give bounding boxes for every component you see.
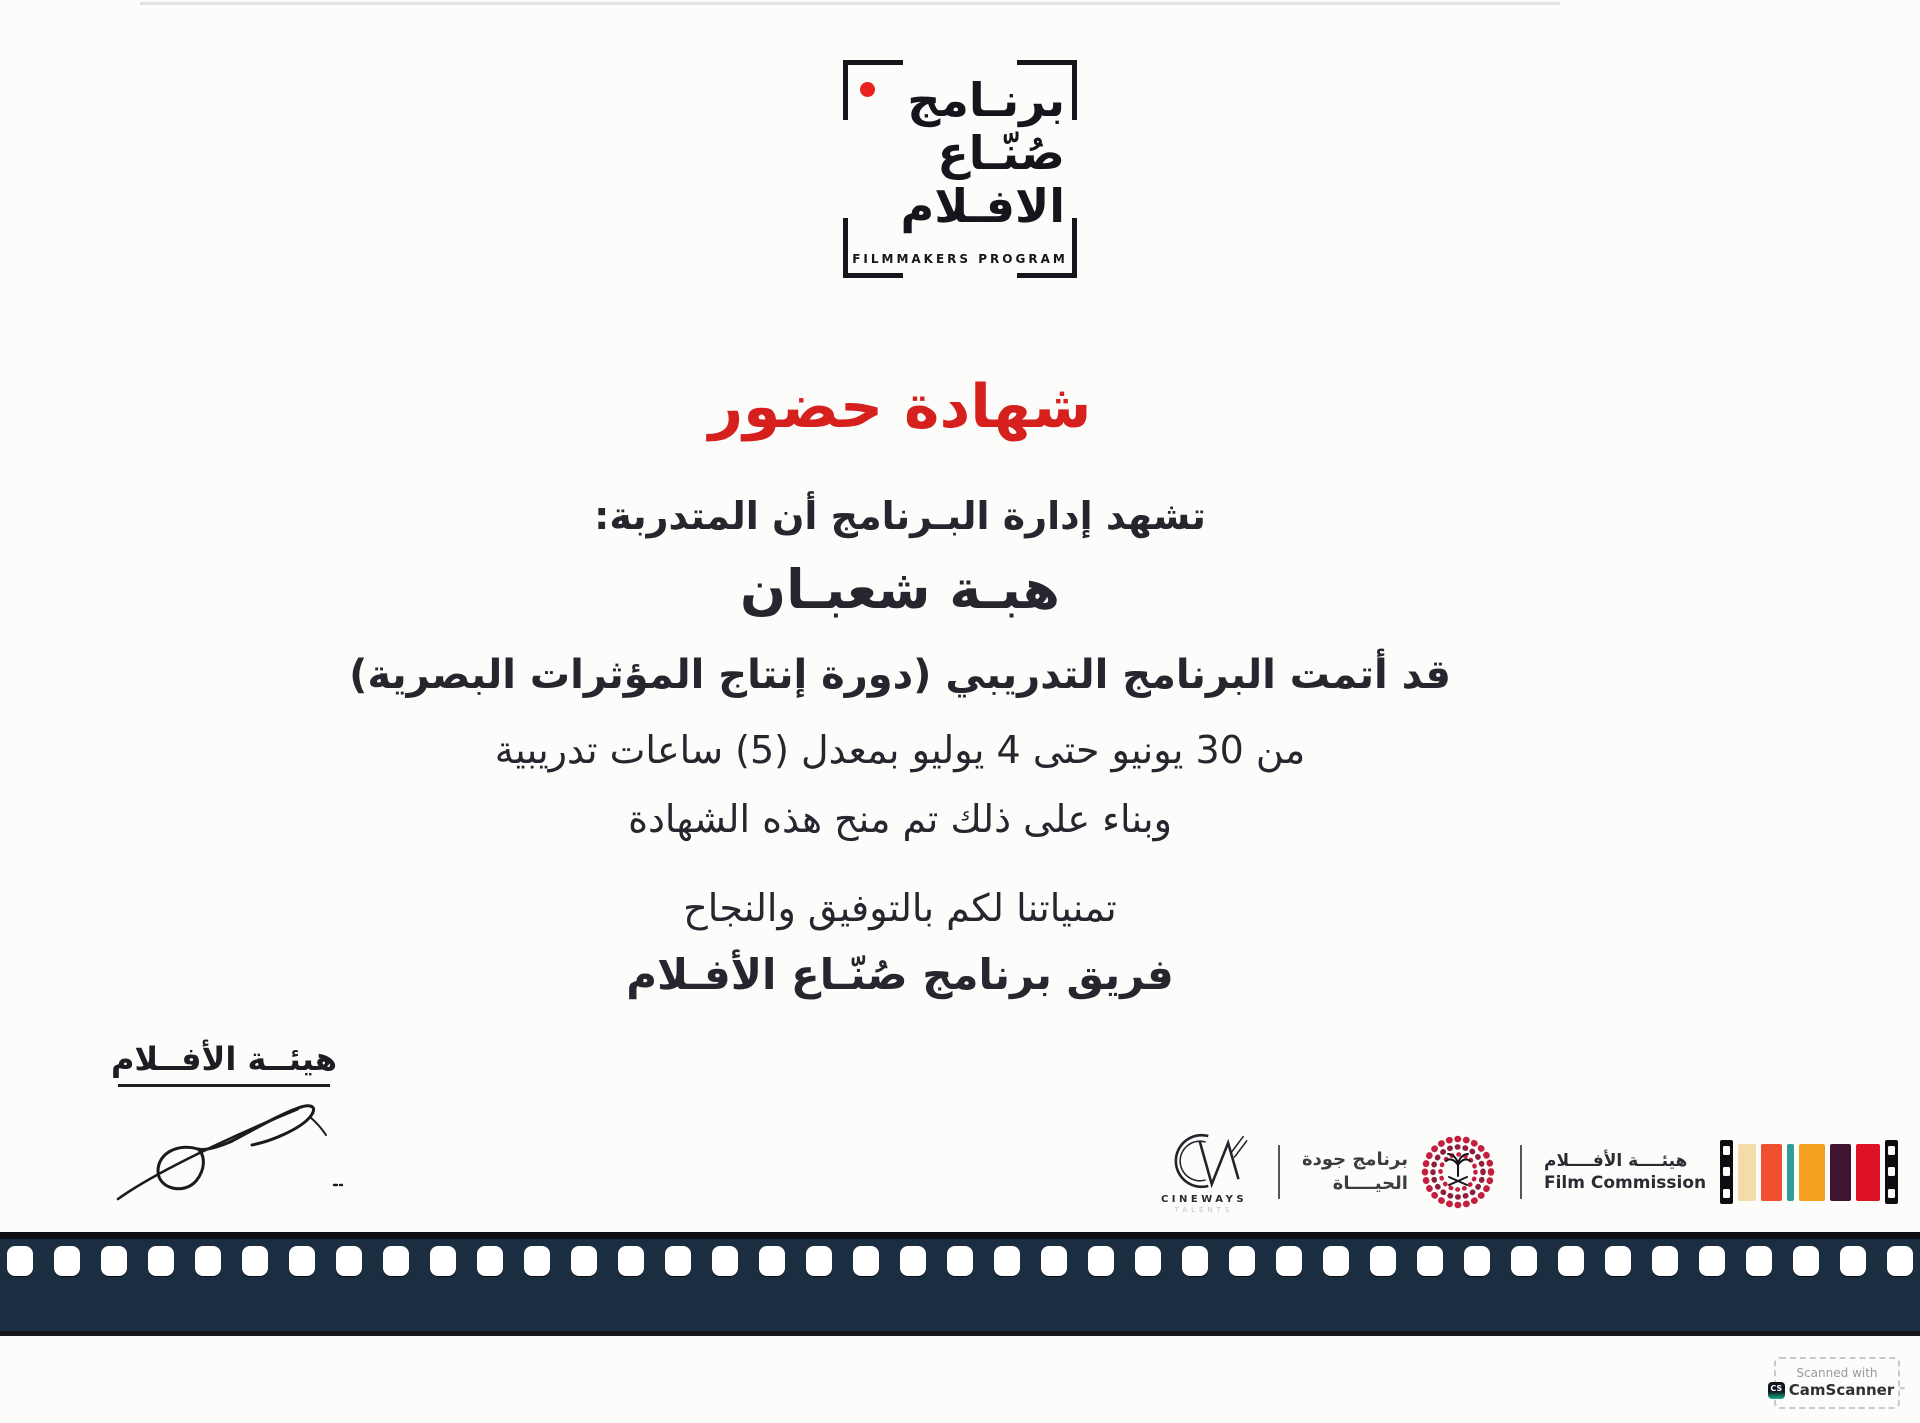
camscanner-brand-row [1768,1381,1907,1399]
camscanner-caption: Scanned with [1796,1366,1878,1380]
filmstrip-sprocket [1885,1140,1898,1204]
camscanner-badge [1770,1357,1907,1409]
body-line-1: قد أتمت البرنامج التدريبي (دورة إنتاج المؤثرات البصرية) [349,652,1451,698]
trainee-name: هبـة شعبـان [740,558,1060,621]
red-dot-icon [860,82,875,97]
qol-line1: برنامج جودة [1302,1149,1408,1170]
film-commission-arabic: هيئــــة الأفــــلام [1543,1151,1688,1171]
body-line-2: من 30 يونيو حتى 4 يوليو بمعدل (5) ساعات تدريبية [494,728,1306,772]
filmstrip-sprocket [1720,1140,1733,1204]
film-commission-logo [1544,1140,1898,1204]
film-commission-english: Film Commission [1543,1173,1707,1193]
camscanner-trademark: ™ [1898,1385,1907,1395]
filmstrip-color-bars [1738,1144,1880,1201]
signature-underline [118,1084,330,1087]
signature-block [102,1040,346,1207]
quality-of-life-emblem-icon [1418,1132,1498,1212]
logo-english-wordmark: FILMMAKERS PROGRAM [852,252,1068,266]
logo-arabic-line3: الافـلام [900,179,1065,233]
team-line: فريق برنامج صُنّـاع الأفـلام [626,950,1174,999]
body-line-3: وبناء على ذلك تم منح هذه الشهادة [628,797,1172,841]
quality-of-life-logo [1302,1132,1498,1212]
wishes-line: تمنياتنا لكم بالتوفيق والنجاح [683,886,1117,930]
qol-line2: الحيــــاة [1332,1173,1408,1194]
signature-scribble-icon [102,1089,346,1207]
film-strip-decoration [0,1232,1920,1336]
logo-arabic-line1: برنـامج [907,73,1065,127]
camscanner-brand: CamScanner [1788,1381,1895,1399]
camscanner-icon: CS [1768,1382,1785,1399]
partner-logos-row [1152,1116,1898,1228]
intro-line: تشهد إدارة البـرنامج أن المتدربة: [594,494,1206,538]
separator-line [1520,1145,1522,1199]
film-commission-label [1544,1150,1706,1194]
quality-of-life-label [1302,1148,1408,1196]
bracket-corner-icon [843,218,903,278]
cineways-logo [1152,1130,1256,1214]
film-commission-filmstrip-icon [1720,1140,1898,1204]
film-strip-holes [0,1239,1920,1276]
signature-authority-label: هيئــة الأفــلام [110,1040,338,1078]
filmmakers-program-logo [843,60,1077,278]
logo-arabic-wordmark [900,74,1065,233]
logo-arabic-line2: صُنّـاع [937,126,1065,180]
separator-line [1278,1145,1280,1199]
scan-edge-artifact [140,2,1560,5]
cineways-subname: TALENTS [1174,1206,1234,1214]
certificate-title: شهادة حضور [708,372,1092,442]
cineways-name: CINEWAYS [1160,1194,1248,1205]
cineways-monogram-icon [1156,1130,1252,1192]
